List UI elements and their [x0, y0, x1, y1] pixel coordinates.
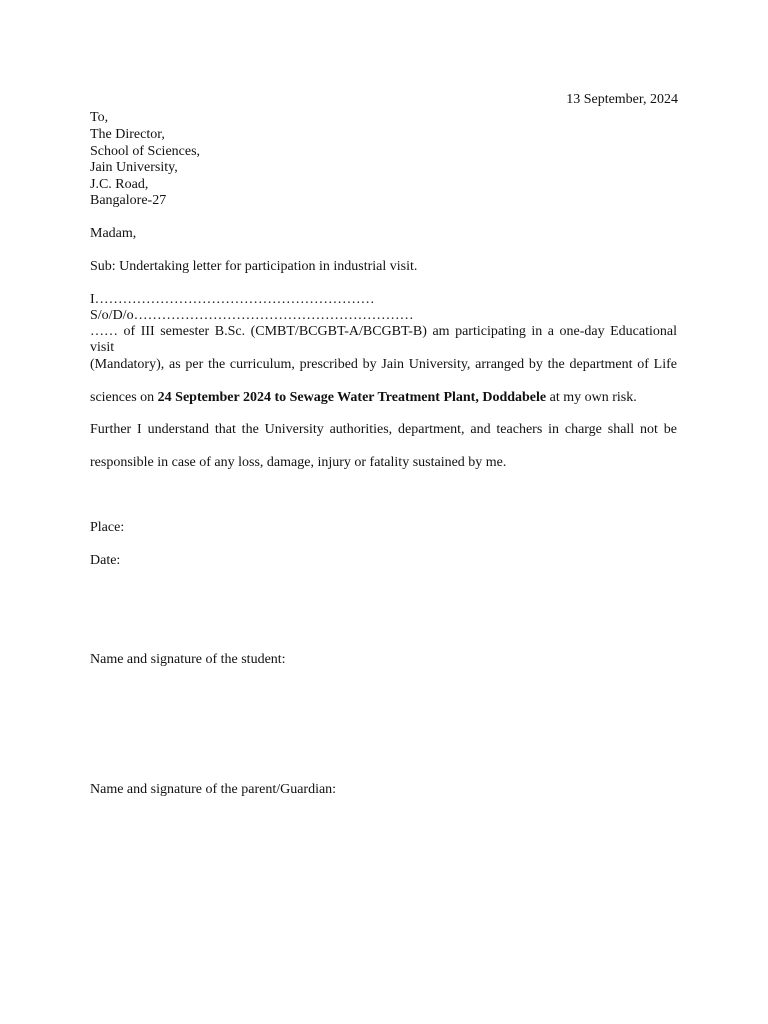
body-line-5: Further I understand that the University authorities, department, and teachers in charge shall not be — [90, 422, 677, 437]
place-label: Place: — [90, 520, 125, 535]
address-line-director: The Director, — [90, 127, 165, 142]
visit-details: 24 September 2024 to Sewage Water Treatment Plant, Doddabele — [157, 390, 547, 405]
student-signature-label: Name and signature of the student: — [90, 652, 286, 667]
address-line-city: Bangalore-27 — [90, 193, 167, 208]
body-line-4 — [90, 390, 637, 406]
body-line-3: (Mandatory), as per the curriculum, prescribed by Jain University, arranged by the department of Life — [90, 357, 677, 372]
body-line-4-suffix: at my own risk. — [546, 390, 637, 405]
address-line-school: School of Sciences, — [90, 144, 201, 159]
body-line-2: …… of III semester B.Sc. (CMBT/BCGBT-A/BCGBT-B) am participating in a one-day Educational visit — [90, 324, 677, 355]
letter-date: 13 September, 2024 — [566, 92, 678, 107]
body-line-1: I……………………………………………………S/o/D/o…………………………………………………… — [90, 292, 414, 323]
subject-line: Sub: Undertaking letter for participation in industrial visit. — [90, 259, 418, 274]
salutation: Madam, — [90, 226, 137, 241]
body-line-4-prefix: sciences on — [90, 390, 158, 405]
address-line-university: Jain University, — [90, 160, 178, 175]
address-to: To, — [90, 110, 109, 125]
body-line-6: responsible in case of any loss, damage, injury or fatality sustained by me. — [90, 455, 507, 470]
parent-signature-label: Name and signature of the parent/Guardian: — [90, 782, 337, 797]
date-label: Date: — [90, 553, 121, 568]
address-line-road: J.C. Road, — [90, 177, 149, 192]
